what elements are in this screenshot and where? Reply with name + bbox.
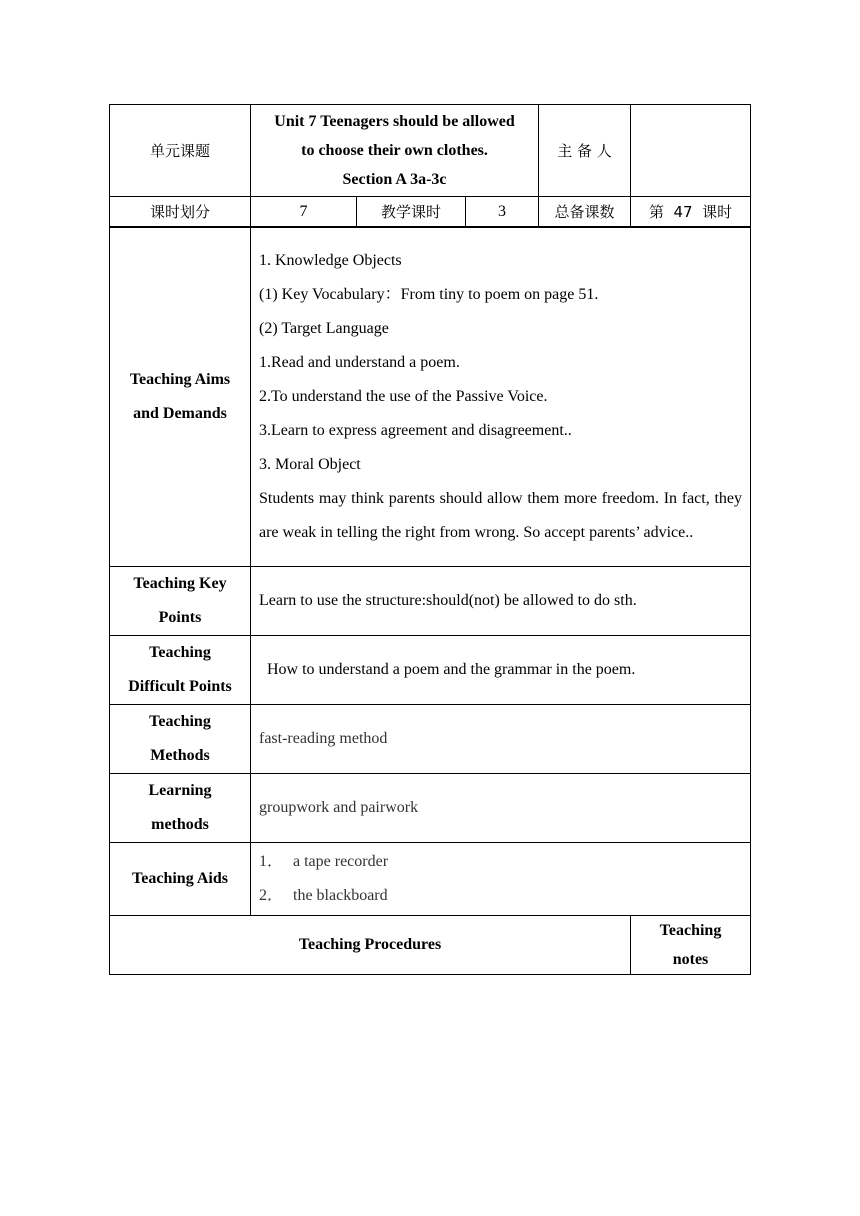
key-points-label-line-1: Teaching Key [133,575,227,592]
aims-line: 1. Knowledge Objects [259,252,402,269]
aims-line: 1.Read and understand a poem. [259,354,460,371]
lesson-plan-sheet [109,104,750,975]
period-label: 课时划分 [110,197,251,227]
aims-moral-paragraph: Students may think parents should allow them more freedom. In fact, they are weak in telling the right from wrong. So accept parents’ advice.. [259,490,742,541]
teaching-aid-text: the blackboard [293,887,388,904]
aims-label-line-1: Teaching Aims [129,371,231,388]
methods-label [110,705,251,774]
body-table [109,227,751,975]
difficult-points-label [110,636,251,705]
learning-methods-text: groupwork and pairwork [251,774,751,843]
class-hours-label: 教学课时 [357,197,466,227]
teaching-notes-label-line-2: notes [672,951,709,968]
teaching-notes-label [631,916,751,975]
preparer-value [631,105,751,197]
aims-line: 3. Moral Object [259,456,361,473]
difficult-points-text: How to understand a poem and the grammar in the poem. [251,636,751,705]
teaching-notes-label-line-1: Teaching [659,922,722,939]
methods-label-line-2: Methods [150,747,210,764]
difficult-points-label-line-2: Difficult Points [128,678,232,695]
teaching-aids-label: Teaching Aids [110,843,251,916]
unit-label: 单元课题 [110,105,251,197]
key-points-label-line-2: Points [158,609,202,626]
procedures-label: Teaching Procedures [110,916,631,975]
unit-title-line-3: Section A 3a-3c [342,171,447,188]
unit-title-line-1: Unit 7 Teenagers should be allowed [274,113,515,130]
methods-label-line-1: Teaching [149,713,211,730]
difficult-points-label-line-1: Teaching [149,644,211,661]
key-points-text: Learn to use the structure:should(not) be allowed to do sth. [251,567,751,636]
header-table [109,104,751,227]
aims-label [110,228,251,567]
learning-methods-label-line-1: Learning [148,782,212,799]
teaching-aid-text: a tape recorder [293,853,389,870]
aims-label-line-2: and Demands [133,405,227,422]
unit-title-line-2: to choose their own clothes. [301,142,488,159]
aims-line: 2.To understand the use of the Passive Voice. [259,388,548,405]
class-hours-value: 3 [466,197,539,227]
aims-line: 3.Learn to express agreement and disagreement.. [259,422,572,439]
lesson-number: 第 47 课时 [631,197,751,227]
learning-methods-label [110,774,251,843]
teaching-aids-list [251,843,751,916]
preparer-label: 主 备 人 [539,105,631,197]
key-points-label [110,567,251,636]
aims-line: (1) Key Vocabulary：From tiny to poem on page 51. [259,286,599,303]
learning-methods-label-line-2: methods [151,816,209,833]
total-lessons-label: 总备课数 [539,197,631,227]
period-value: 7 [251,197,357,227]
teaching-aid-number: 1． [259,853,284,870]
teaching-aid-item [259,879,742,913]
methods-text: fast-reading method [251,705,751,774]
unit-title [251,105,539,197]
teaching-aid-number: 2． [259,887,284,904]
aims-content [251,228,751,567]
teaching-aid-item [259,845,742,879]
aims-line: (2) Target Language [259,320,389,337]
